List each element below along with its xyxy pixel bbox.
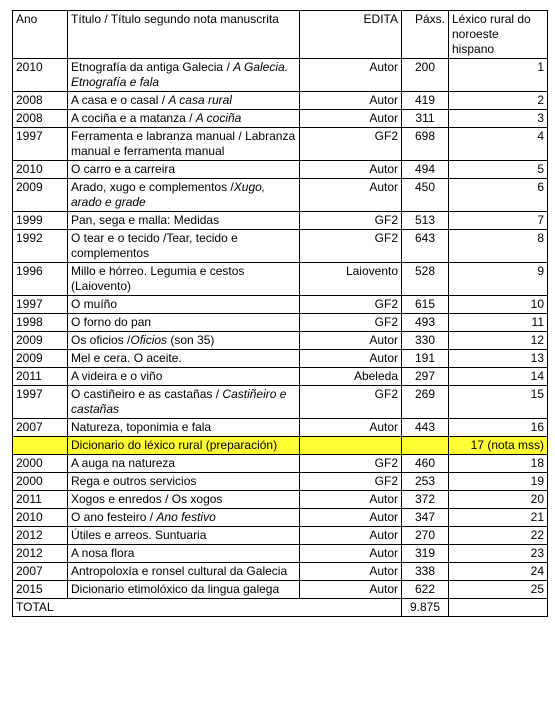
cell-edita: GF2 (300, 212, 402, 230)
cell-lexico: 3 (449, 110, 548, 128)
cell-pax: 460 (402, 455, 449, 473)
table-row (13, 230, 548, 263)
cell-pax: 372 (402, 491, 449, 509)
table-body (13, 59, 548, 599)
title-text: Etnografía da antiga Galecia / (71, 60, 234, 74)
cell-pax: 513 (402, 212, 449, 230)
cell-ano: 2012 (13, 545, 68, 563)
table-row (13, 491, 548, 509)
cell-edita: Autor (300, 419, 402, 437)
title-italic-text: A Galecia. Etnografía e fala (71, 60, 289, 89)
cell-pax: 253 (402, 473, 449, 491)
title-text: Pan, sega e malla: Medidas (71, 213, 220, 227)
total-empty-cell (449, 599, 548, 617)
cell-titulo (68, 509, 300, 527)
title-text: O muíño (71, 297, 118, 311)
cell-ano: 2000 (13, 455, 68, 473)
title-text: Millo e hórreo. Legumia e cestos (Laiovento) (71, 264, 245, 293)
cell-titulo (68, 263, 300, 296)
cell-lexico: 15 (449, 386, 548, 419)
table-row (13, 527, 548, 545)
cell-ano (13, 437, 68, 455)
cell-titulo (68, 581, 300, 599)
cell-pax: 615 (402, 296, 449, 314)
cell-pax: 270 (402, 527, 449, 545)
title-suffix-text: (son 35) (167, 333, 215, 347)
cell-lexico: 2 (449, 92, 548, 110)
cell-ano: 2009 (13, 332, 68, 350)
cell-edita: Autor (300, 350, 402, 368)
cell-lexico: 5 (449, 161, 548, 179)
table-row (13, 263, 548, 296)
cell-ano: 2011 (13, 491, 68, 509)
title-text: Dicionario do léxico rural (preparación) (71, 438, 278, 452)
cell-lexico: 21 (449, 509, 548, 527)
cell-ano: 2007 (13, 563, 68, 581)
cell-edita: GF2 (300, 473, 402, 491)
cell-pax: 330 (402, 332, 449, 350)
cell-edita: Autor (300, 161, 402, 179)
cell-titulo (68, 350, 300, 368)
cell-pax: 622 (402, 581, 449, 599)
cell-pax: 338 (402, 563, 449, 581)
cell-pax: 528 (402, 263, 449, 296)
cell-pax: 443 (402, 419, 449, 437)
title-text: A nosa flora (71, 546, 135, 560)
cell-titulo (68, 491, 300, 509)
total-label: TOTAL (13, 599, 402, 617)
cell-titulo (68, 59, 300, 92)
title-text: Ferramenta e labranza manual / Labranza manual e ferramenta manual (71, 129, 296, 158)
cell-ano: 2000 (13, 473, 68, 491)
table-row (13, 296, 548, 314)
table-row (13, 581, 548, 599)
header-pax: Páxs. (402, 11, 449, 59)
cell-ano: 2011 (13, 368, 68, 386)
cell-titulo (68, 296, 300, 314)
table-row (13, 314, 548, 332)
title-text: O castiñeiro e as castañas / (71, 387, 223, 401)
table-row (13, 92, 548, 110)
title-text: Arado, xugo e complementos / (71, 180, 234, 194)
cell-lexico: 12 (449, 332, 548, 350)
cell-lexico: 6 (449, 179, 548, 212)
cell-titulo (68, 332, 300, 350)
total-row (13, 599, 548, 617)
cell-lexico: 8 (449, 230, 548, 263)
cell-pax: 494 (402, 161, 449, 179)
cell-titulo (68, 110, 300, 128)
title-text: A cociña e a matanza / (71, 111, 196, 125)
table-row (13, 128, 548, 161)
table-row (13, 110, 548, 128)
cell-ano: 1997 (13, 128, 68, 161)
table-row (13, 563, 548, 581)
cell-edita: GF2 (300, 455, 402, 473)
cell-ano: 2010 (13, 59, 68, 92)
cell-pax: 643 (402, 230, 449, 263)
cell-titulo (68, 386, 300, 419)
title-text: A auga na natureza (71, 456, 176, 470)
title-italic-text: Castiñeiro e castañas (71, 387, 287, 416)
table-row (13, 509, 548, 527)
cell-pax (402, 437, 449, 455)
title-italic-text: Ano festivo (156, 510, 216, 524)
table-row (13, 545, 548, 563)
cell-lexico: 10 (449, 296, 548, 314)
cell-lexico: 4 (449, 128, 548, 161)
cell-edita: Laiovento (300, 263, 402, 296)
table-row (13, 368, 548, 386)
cell-lexico: 13 (449, 350, 548, 368)
cell-pax: 347 (402, 509, 449, 527)
header-lexico: Léxico rural do noroeste hispano (449, 11, 548, 59)
cell-ano: 2015 (13, 581, 68, 599)
cell-ano: 2007 (13, 419, 68, 437)
table-row (13, 350, 548, 368)
header-edita: EDITA (300, 11, 402, 59)
cell-lexico: 9 (449, 263, 548, 296)
table-row (13, 437, 548, 455)
cell-pax: 269 (402, 386, 449, 419)
header-titulo: Título / Título segundo nota manuscrita (68, 11, 300, 59)
cell-lexico: 20 (449, 491, 548, 509)
title-text: A casa e o casal / (71, 93, 169, 107)
cell-lexico: 19 (449, 473, 548, 491)
cell-edita: Autor (300, 332, 402, 350)
cell-ano: 2010 (13, 161, 68, 179)
cell-titulo (68, 212, 300, 230)
cell-edita: Autor (300, 563, 402, 581)
cell-lexico: 17 (nota mss) (449, 437, 548, 455)
cell-edita: Autor (300, 179, 402, 212)
title-text: Dicionario etimolóxico da lingua galega (71, 582, 280, 596)
cell-titulo (68, 527, 300, 545)
cell-titulo (68, 179, 300, 212)
title-italic-text: A casa rural (168, 93, 232, 107)
cell-titulo (68, 437, 300, 455)
title-italic-text: Xugo, arado e grade (71, 180, 266, 209)
cell-titulo (68, 455, 300, 473)
cell-ano: 1996 (13, 263, 68, 296)
title-text: O forno do pan (71, 315, 152, 329)
cell-ano: 2009 (13, 179, 68, 212)
total-pax: 9.875 (402, 599, 449, 617)
bibliography-table (12, 10, 548, 617)
title-text: O carro e a carreira (71, 162, 176, 176)
cell-titulo (68, 230, 300, 263)
cell-ano: 2008 (13, 110, 68, 128)
cell-edita (300, 437, 402, 455)
cell-pax: 191 (402, 350, 449, 368)
cell-lexico: 14 (449, 368, 548, 386)
cell-edita: GF2 (300, 296, 402, 314)
table-row (13, 59, 548, 92)
cell-titulo (68, 161, 300, 179)
cell-lexico: 25 (449, 581, 548, 599)
cell-edita: Autor (300, 509, 402, 527)
title-text: Natureza, toponimia e fala (71, 420, 212, 434)
cell-titulo (68, 545, 300, 563)
cell-lexico: 11 (449, 314, 548, 332)
cell-lexico: 7 (449, 212, 548, 230)
table-row (13, 212, 548, 230)
cell-edita: GF2 (300, 386, 402, 419)
cell-pax: 319 (402, 545, 449, 563)
cell-ano: 2010 (13, 509, 68, 527)
title-text: Os oficios / (71, 333, 131, 347)
cell-ano: 1998 (13, 314, 68, 332)
cell-pax: 297 (402, 368, 449, 386)
cell-edita: Autor (300, 545, 402, 563)
cell-edita: GF2 (300, 128, 402, 161)
cell-edita: GF2 (300, 230, 402, 263)
table-row (13, 161, 548, 179)
table-row (13, 332, 548, 350)
cell-lexico: 23 (449, 545, 548, 563)
title-italic-text: Oficios (130, 333, 168, 347)
cell-pax: 493 (402, 314, 449, 332)
table-row (13, 455, 548, 473)
cell-edita: Autor (300, 92, 402, 110)
cell-titulo (68, 368, 300, 386)
title-text: O ano festeiro / (71, 510, 157, 524)
cell-ano: 2012 (13, 527, 68, 545)
cell-lexico: 18 (449, 455, 548, 473)
cell-ano: 1999 (13, 212, 68, 230)
title-text: Antropoloxía e ronsel cultural da Galecia (71, 564, 288, 578)
cell-ano: 1997 (13, 386, 68, 419)
cell-titulo (68, 563, 300, 581)
cell-pax: 419 (402, 92, 449, 110)
title-text: Mel e cera. O aceite. (71, 351, 182, 365)
cell-lexico: 1 (449, 59, 548, 92)
cell-titulo (68, 473, 300, 491)
title-italic-text: A cociña (195, 111, 242, 125)
cell-edita: Autor (300, 527, 402, 545)
cell-pax: 200 (402, 59, 449, 92)
title-text: Xogos e enredos / Os xogos (71, 492, 223, 506)
table-row (13, 419, 548, 437)
cell-titulo (68, 92, 300, 110)
cell-edita: Autor (300, 491, 402, 509)
cell-pax: 450 (402, 179, 449, 212)
cell-ano: 1992 (13, 230, 68, 263)
cell-lexico: 16 (449, 419, 548, 437)
title-text: O tear e o tecido /Tear, tecido e complementos (71, 231, 238, 260)
cell-ano: 1997 (13, 296, 68, 314)
cell-edita: GF2 (300, 314, 402, 332)
header-ano: Ano (13, 11, 68, 59)
title-text: Útiles e arreos. Suntuaria (71, 528, 207, 542)
table-row (13, 386, 548, 419)
cell-pax: 698 (402, 128, 449, 161)
cell-edita: Autor (300, 59, 402, 92)
cell-titulo (68, 314, 300, 332)
table-row (13, 473, 548, 491)
cell-edita: Autor (300, 581, 402, 599)
cell-titulo (68, 128, 300, 161)
table-row (13, 179, 548, 212)
cell-lexico: 24 (449, 563, 548, 581)
title-text: A videira e o viño (71, 369, 163, 383)
cell-pax: 311 (402, 110, 449, 128)
cell-lexico: 22 (449, 527, 548, 545)
cell-ano: 2009 (13, 350, 68, 368)
cell-ano: 2008 (13, 92, 68, 110)
title-text: Rega e outros servicios (71, 474, 197, 488)
cell-titulo (68, 419, 300, 437)
header-row (13, 11, 548, 59)
cell-edita: Abeleda (300, 368, 402, 386)
cell-edita: Autor (300, 110, 402, 128)
